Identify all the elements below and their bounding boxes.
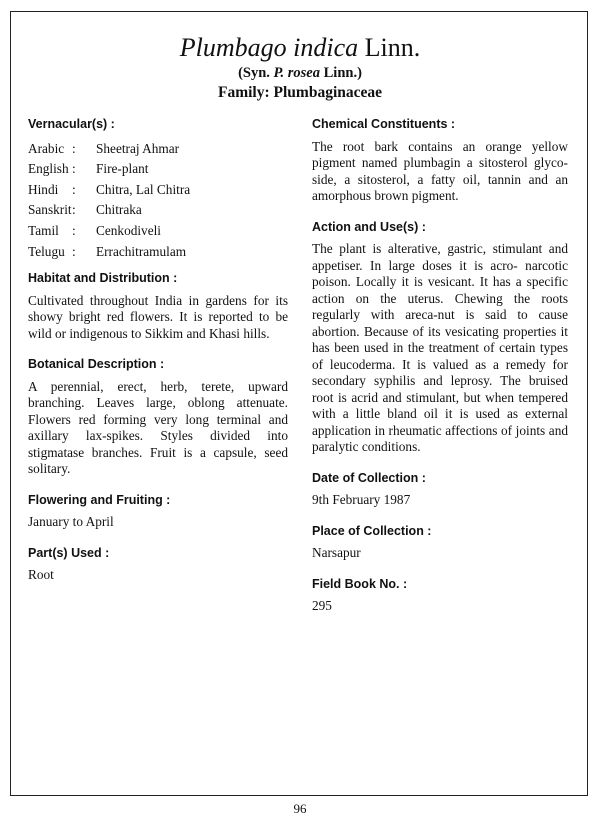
vernacular-row — [28, 241, 288, 262]
field-book-text: 295 — [312, 598, 332, 613]
vernacular-colon: : — [72, 161, 76, 177]
vernacular-colon: : — [72, 181, 76, 197]
botanical-heading: Botanical Description : — [28, 357, 165, 372]
vernacular-name: Fire-plant — [96, 161, 149, 177]
habitat-heading: Habitat and Distribution : — [28, 271, 178, 286]
vernacular-language: Tamil — [28, 222, 59, 238]
vernacular-row — [28, 221, 288, 242]
page-number: 96 — [293, 801, 307, 816]
chemical-text: The root bark contains an orange yellow pigment named plumbagin a sitosterol glyco-side, a sitosterol, a fatty oil, tannin and an amorphous brown pigment. — [312, 138, 568, 203]
action-text: The plant is alterative, gastric, stimulant and appetiser. In large doses it is acro- narcotic poison. Locally it is vesicant. It has a specific action on the uterus. Chewing the roots regularly with areca-nut is said to cause abortion. Because of its vesicating properties it has been used in the treatment of certain types of leucoderma. It is valued as a remedy for secondary syphilis and leprosy. The bruised root is acrid and stimulant, but when tempered with a little bland oil it is used as external application in rheumatic affections of joints and paralytic conditions. — [312, 241, 568, 454]
species-name: Plumbago indica — [179, 33, 359, 62]
vernacular-name: Chitra, Lal Chitra — [96, 181, 191, 197]
vernacular-colon: : — [72, 140, 76, 156]
synonym-prefix: (Syn. — [238, 65, 270, 81]
action-heading: Action and Use(s) : — [312, 219, 426, 234]
synonym-line — [0, 63, 600, 83]
habitat-text: Cultivated throughout India in gardens for its showy bright red flowers. It is reported to be wild or indigenous to Sikkim and Khasi hills. — [28, 292, 288, 341]
vernacular-row — [28, 159, 288, 180]
vernacular-heading: Vernacular(s) : — [28, 117, 115, 131]
vernacular-colon: : — [72, 222, 76, 238]
place-of-collection-text: Narsapur — [312, 545, 361, 560]
vernacular-row — [28, 180, 288, 201]
family-line: Family: Plumbaginaceae — [217, 84, 383, 101]
parts-used-text: Root — [28, 567, 54, 583]
synonym-name: P. rosea — [273, 65, 320, 81]
vernacular-list — [28, 139, 288, 263]
vernacular-row — [28, 200, 288, 221]
vernacular-name: Cenkodiveli — [96, 222, 161, 238]
date-of-collection-text: 9th February 1987 — [312, 492, 411, 507]
title-block — [0, 33, 600, 103]
vernacular-language: Arabic — [28, 140, 65, 156]
chemical-heading: Chemical Constituents : — [312, 117, 456, 131]
vernacular-name: Chitraka — [96, 202, 142, 218]
left-column — [28, 116, 288, 594]
place-of-collection-heading: Place of Collection : — [312, 523, 432, 538]
vernacular-colon: : — [72, 202, 76, 218]
right-column — [312, 116, 568, 625]
species-authority: Linn. — [364, 33, 421, 62]
parts-used-heading: Part(s) Used : — [28, 545, 110, 560]
date-of-collection-heading: Date of Collection : — [312, 470, 426, 485]
vernacular-language: English — [28, 161, 69, 177]
species-title — [0, 33, 600, 63]
synonym-suffix: Linn.) — [323, 65, 362, 81]
vernacular-language: Hindi — [28, 181, 59, 197]
botanical-text: A perennial, erect, herb, terete, upward branching. Leaves large, oblong attenuate. Flowers red forming very long terminal and axillary lax-spikes. Styles divided into stigmatase branches. Fruit is a capsule, seed solitary. — [28, 378, 288, 477]
flowering-text: January to April — [28, 514, 114, 530]
flowering-heading: Flowering and Fruiting : — [28, 492, 171, 507]
vernacular-row — [28, 139, 288, 160]
vernacular-colon: : — [72, 243, 76, 259]
vernacular-name: Sheetraj Ahmar — [96, 140, 180, 156]
field-book-heading: Field Book No. : — [312, 576, 408, 591]
vernacular-name: Errachitramulam — [96, 243, 187, 259]
vernacular-language: Telugu — [28, 243, 65, 259]
vernacular-language: Sanskrit — [28, 202, 72, 218]
